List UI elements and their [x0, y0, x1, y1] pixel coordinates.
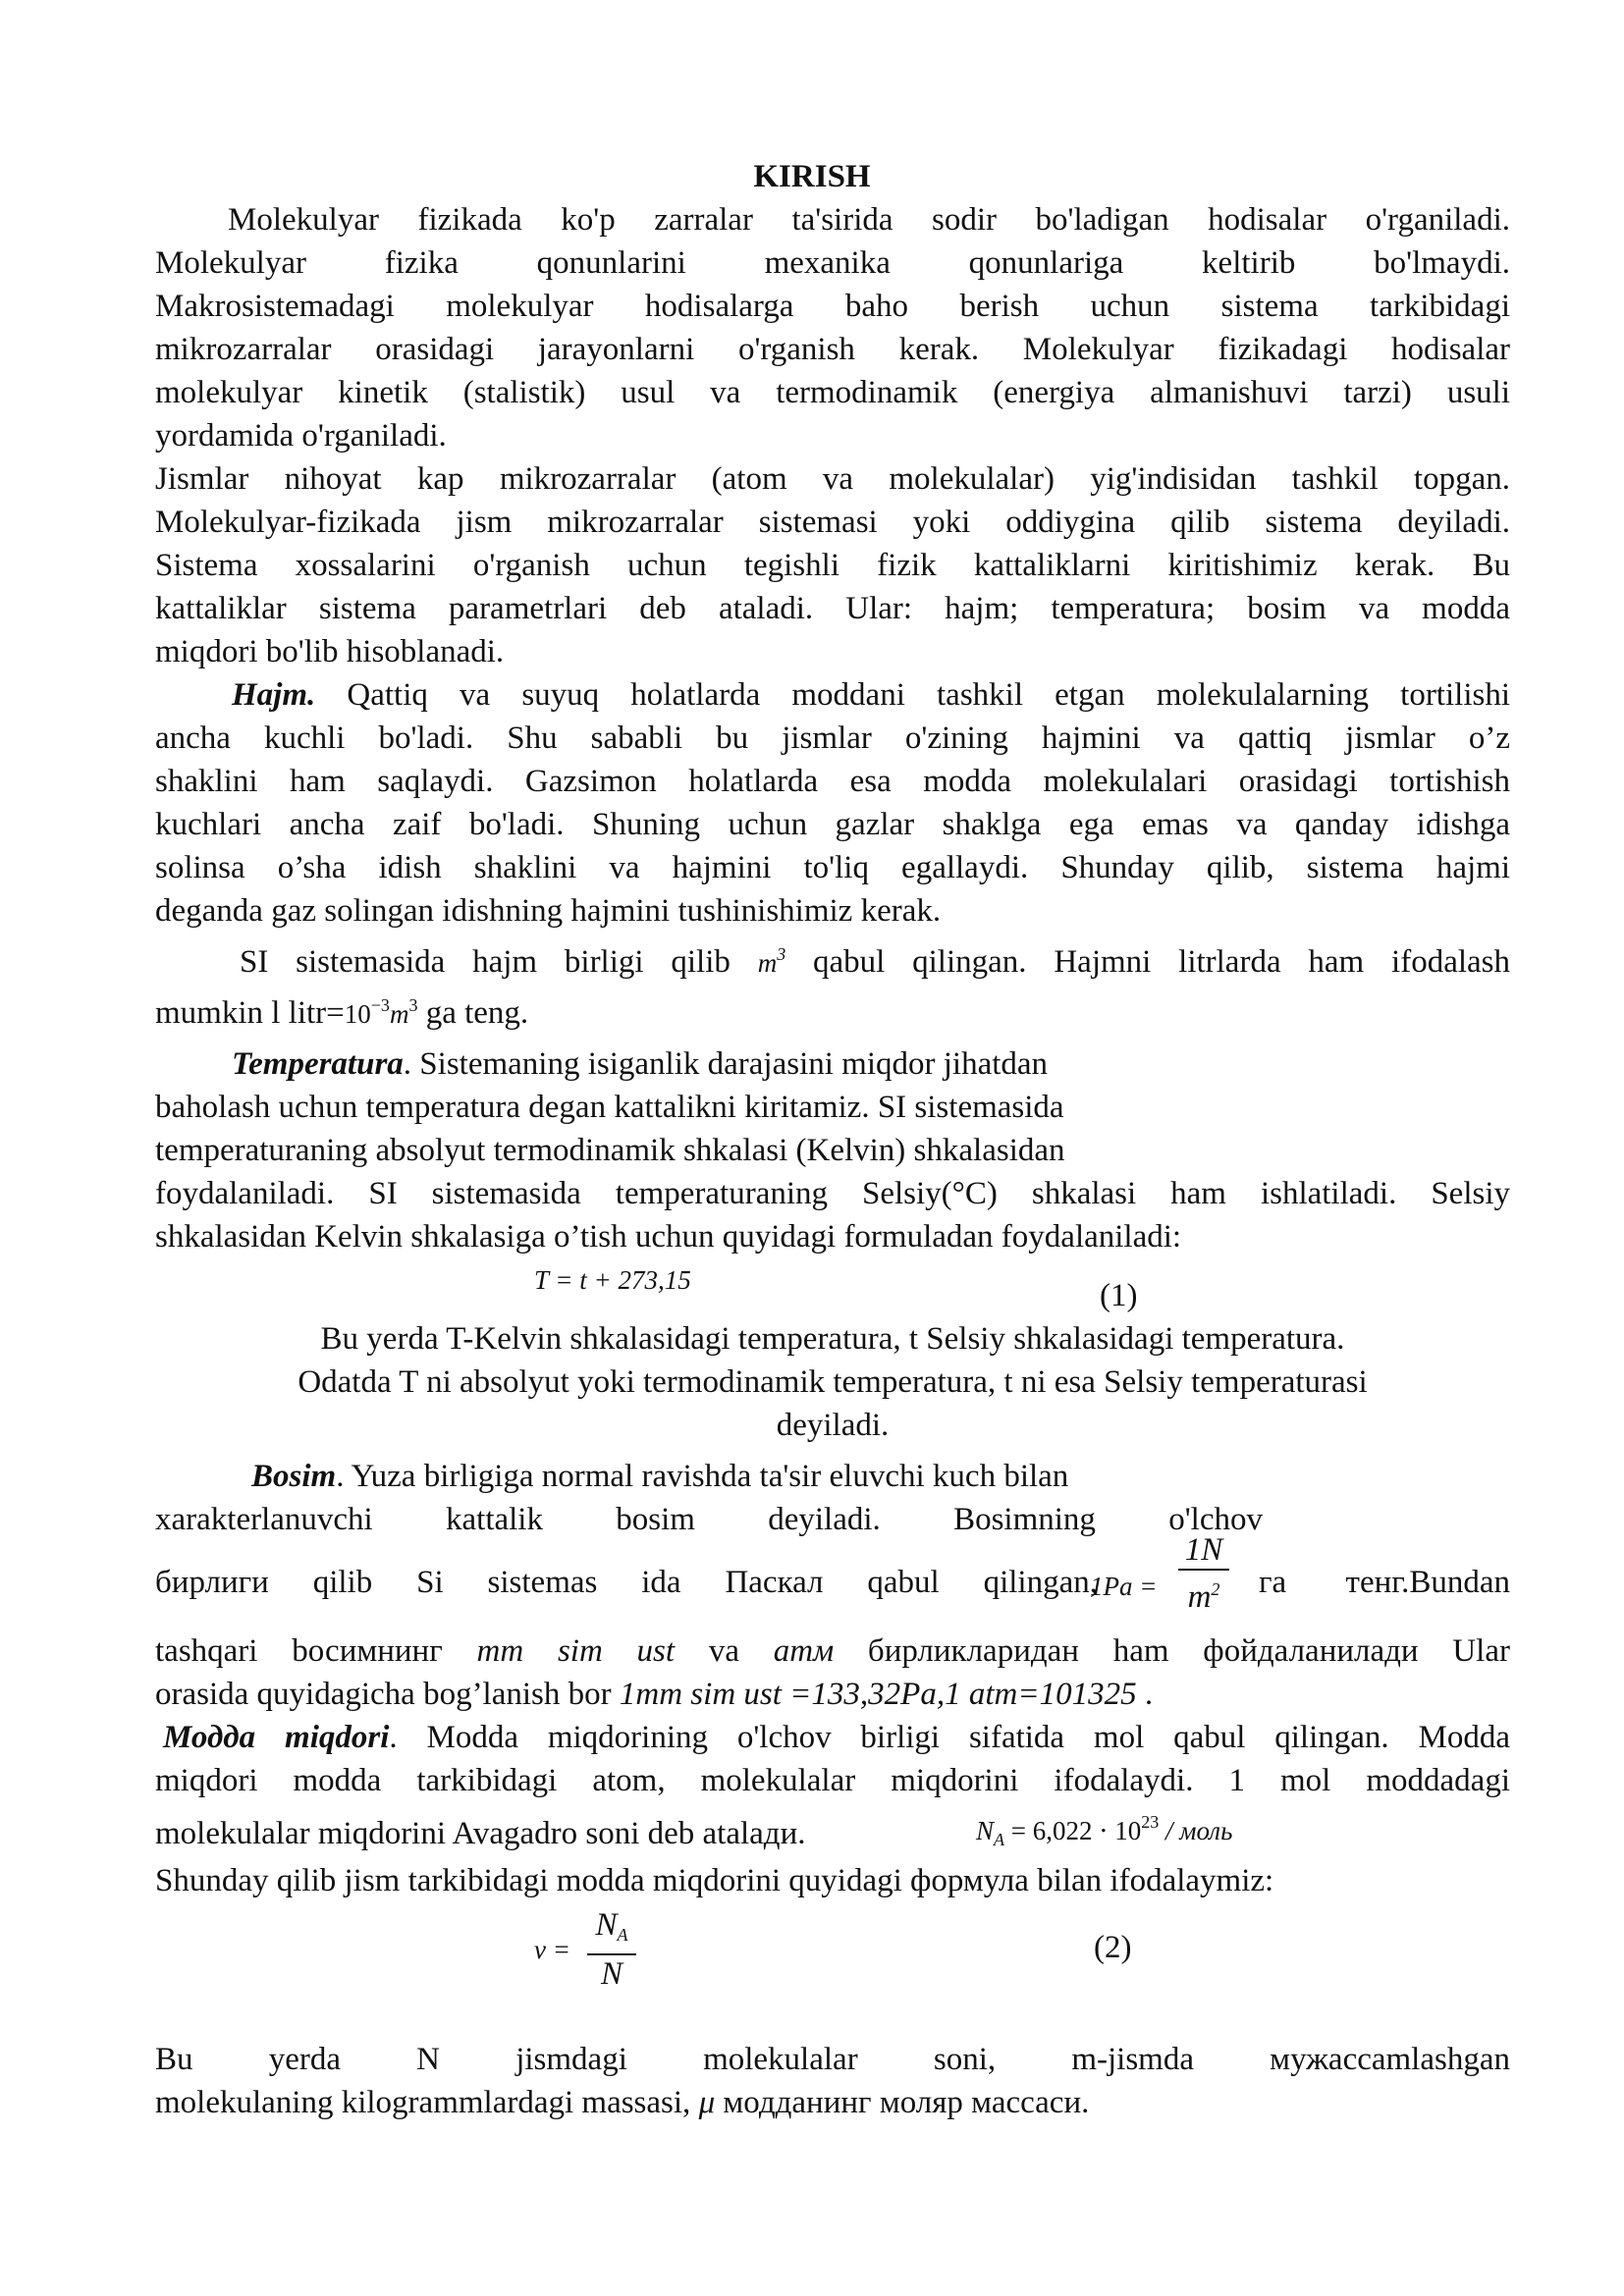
math-number: 10 [344, 999, 371, 1029]
text-run: . [1136, 1677, 1154, 1712]
paragraph-line: Molekulyar-fizikada jism mikrozarralar sistemasi yoki oddiygina qilib sistema deyiladi. [155, 505, 1510, 540]
text-run: tashqari bосимнинг [155, 1633, 477, 1669]
math-subscript: A [617, 1925, 628, 1945]
paragraph-line: temperaturaning absolyut termodinamik shkalasi (Kelvin) shkalasidan [155, 1133, 1065, 1168]
paragraph-line: бирлиги qilib Si sistemas ida Паскал qabul qilingan, [155, 1565, 1098, 1600]
text-run: . Yuza birligiga normal ravishda ta'sir eluvchi kuch bilan [336, 1459, 1069, 1494]
paragraph-line: ancha kuchli bo'ladi. Shu sababli bu jismlar o'zining hajmini va qattiq jismlar o’z [155, 721, 1510, 756]
paragraph-line: Molekulyar fizika qonunlarini mexanika qonunlariga keltirib bo'lmaydi. [155, 245, 1510, 281]
math-exponent: −3 [370, 995, 390, 1015]
fraction-denominator [1178, 1573, 1229, 1614]
paragraph-line: yordamida o'rganiladi. [155, 418, 447, 454]
paragraph-line: molekulyar kinetik (stalistik) usul va termodinamik (energiya almanishuvi tarzi) usuli [155, 375, 1510, 410]
paragraph-line: molekulalar miqdorini Avagadro soni deb atalади. [155, 1816, 806, 1851]
paragraph-line: mikrozarralar orasidagi jarayonlarni o'rganish kerak. Molekulyar fizikadagi hodisalar [155, 332, 1510, 367]
paragraph-line: Jismlar nihoyat kap mikrozarralar (atom va molekulalar) yig'indisidan tashkil topgan. [155, 461, 1510, 497]
section-heading-temperatura: Temperatura [232, 1046, 404, 1082]
section-heading-bosim: Bosim [251, 1459, 337, 1494]
math-exponent: 3 [777, 944, 786, 964]
math-number: = 6,022 ⋅ 10 [1004, 1816, 1142, 1845]
formula-nu-lhs: ν = [534, 1935, 570, 1964]
math-exponent: 2 [1211, 1579, 1220, 1599]
paragraph-line [163, 1716, 1510, 1759]
centered-line: Bu yerda T-Kelvin shkalasidagi temperatura, t Selsiy shkalasidagi temperatura. [320, 1321, 1345, 1357]
text-run: . Sistemaning isiganlik darajasini miqdor jihatdan [403, 1046, 1049, 1082]
fraction-bar [587, 1953, 636, 1955]
text-run: модданинг моляр массаси. [715, 2085, 1090, 2120]
centered-line: Odatda T ni absolyut yoki termodinamik temperatura, t ni esa Selsiy temperaturasi [298, 1364, 1368, 1400]
math-symbol: N [976, 1816, 995, 1845]
paragraph-line: solinsa o’sha idish shaklini va hajmini to'liq egallaydi. Shunday qilib, sistema hajmi [155, 850, 1510, 885]
math-exponent: 23 [1141, 1812, 1160, 1832]
text-run: SI sistemasida hajm birligi qilib [240, 944, 758, 980]
formula-number-2: (2) [1094, 1930, 1132, 1965]
paragraph-line [251, 1455, 1606, 1498]
math-subscript: A [994, 1830, 1005, 1849]
section-heading-modda-miqdori: Модда miqdori [163, 1720, 390, 1755]
formula-avogadro [976, 1802, 1232, 1859]
paragraph-line: miqdori bo'lib hisoblanadi. [155, 634, 505, 669]
paragraph-line: foydalaniladi. SI sistemasida temperaturaning Selsiy(°C) shkalasi ham ishlatiladi. Selsiy [155, 1176, 1510, 1211]
paragraph-line: shaklini ham saqlaydi. Gazsimon holatlarda esa modda molekulalari orasidagi tortishish [155, 764, 1510, 799]
paragraph-line: kattaliklar sistema parametrlari deb ataladi. Ular: hajm; temperatura; bosim va modda [155, 591, 1510, 626]
paragraph-line: Molekulyar fizikada ko'p zarralar ta'sirida sodir bo'ladigan hodisalar o'rganiladi. [228, 202, 1510, 238]
formula-number-1: (1) [1100, 1278, 1138, 1313]
paragraph-line: Bu yerda N jismdagi molekulalar soni, m-jismda мужассamlashgan [155, 2042, 1510, 2077]
paragraph-line [155, 1673, 1510, 1716]
math-exponent: 3 [408, 995, 418, 1015]
paragraph-line: kuchlari ancha zaif bo'ladi. Shuning uchun gazlar shaklga ega emas va qanday idishga [155, 807, 1510, 842]
math-symbol: m [1187, 1579, 1212, 1615]
math-symbol: m [757, 948, 778, 978]
page-title: KIRISH [753, 159, 871, 194]
paragraph-line [155, 984, 1510, 1031]
paragraph-line: miqdori modda tarkibidagi atom, molekulalar miqdorini ifodalaydi. 1 mol moddadagi [155, 1763, 1510, 1798]
formula-pascal-fraction [1178, 1533, 1229, 1614]
paragraph-line [240, 933, 1510, 980]
math-symbol: μ [698, 2085, 716, 2120]
text-run: бирликларидан ham фойдаланилади Ular [834, 1633, 1510, 1669]
formula-pascal-lhs: 1Pa = [1090, 1572, 1158, 1601]
paragraph-line: deganda gaz solingan idishning hajmini tushinishimiz kerak. [155, 893, 942, 929]
text-run: molekulaning kilogrammlardagi massasi, [155, 2085, 699, 2120]
paragraph-line: shkalasidan Kelvin shkalasiga o’tish uchun quyidagi formuladan foydalaniladi: [155, 1219, 1182, 1255]
text-run: qabul qilingan. Hajmni litrlarda ham ifodalash [785, 944, 1510, 980]
paragraph-line [155, 1629, 1510, 1673]
section-heading-hajm: Hajm. [232, 677, 316, 713]
paragraph-line [155, 2081, 1510, 2124]
fraction-numerator [587, 1908, 636, 1951]
text-run: va [675, 1633, 774, 1669]
formula-nu-fraction [587, 1908, 636, 1991]
text-run: orasida quyidagicha bog’lanish bor [155, 1677, 620, 1712]
text-run: 1mm sim ust =133,32Pa,1 atm=101325 [619, 1677, 1137, 1712]
math-symbol: m [389, 999, 409, 1029]
fraction-denominator: N [600, 1956, 623, 1992]
math-unit: / моль [1159, 1816, 1233, 1845]
paragraph-line: Sistema xossalarini o'rganish uchun tegishli fizik kattaliklarni kiritishimiz kerak. Bu [155, 548, 1510, 583]
text-run: mumkin l litr= [155, 995, 345, 1031]
fraction-bar [1178, 1569, 1229, 1571]
text-run: атм [773, 1633, 835, 1669]
paragraph-line [232, 673, 1510, 717]
formula-kelvin: T = t + 273,15 [534, 1265, 691, 1295]
math-symbol: N [595, 1907, 618, 1943]
paragraph-line: Makrosistemadagi molekulyar hodisalarga baho berish uchun sistema tarkibidagi [155, 289, 1510, 324]
paragraph-line [232, 1042, 1587, 1086]
paragraph-line: га тенг.Bundan [1259, 1565, 1510, 1600]
text-run: . Modda miqdorining o'lchov birligi sifatida mol qabul qilingan. Modda [389, 1720, 1510, 1755]
paragraph-line: Shunday qilib jism tarkibidagi modda miqdorini quyidagi формула bilan ifodalaymiz: [155, 1863, 1274, 1898]
centered-line: deyiladi. [776, 1408, 890, 1443]
paragraph-line: xarakterlanuvchi kattalik bosim deyiladi. Bosimning o'lchov [155, 1502, 1263, 1537]
formula-unit [757, 944, 786, 978]
formula-litr [344, 995, 418, 1029]
fraction-numerator: 1N [1184, 1532, 1223, 1568]
text-run: ga teng. [417, 995, 529, 1031]
text-run: Qattiq va suyuq holatlarda moddani tashkil etgan molekulalarning tortilishi [315, 677, 1510, 713]
text-run: mm sim ust [476, 1633, 676, 1669]
paragraph-line: baholash uchun temperatura degan kattalikni kiritamiz. SI sistemasida [155, 1090, 1064, 1125]
